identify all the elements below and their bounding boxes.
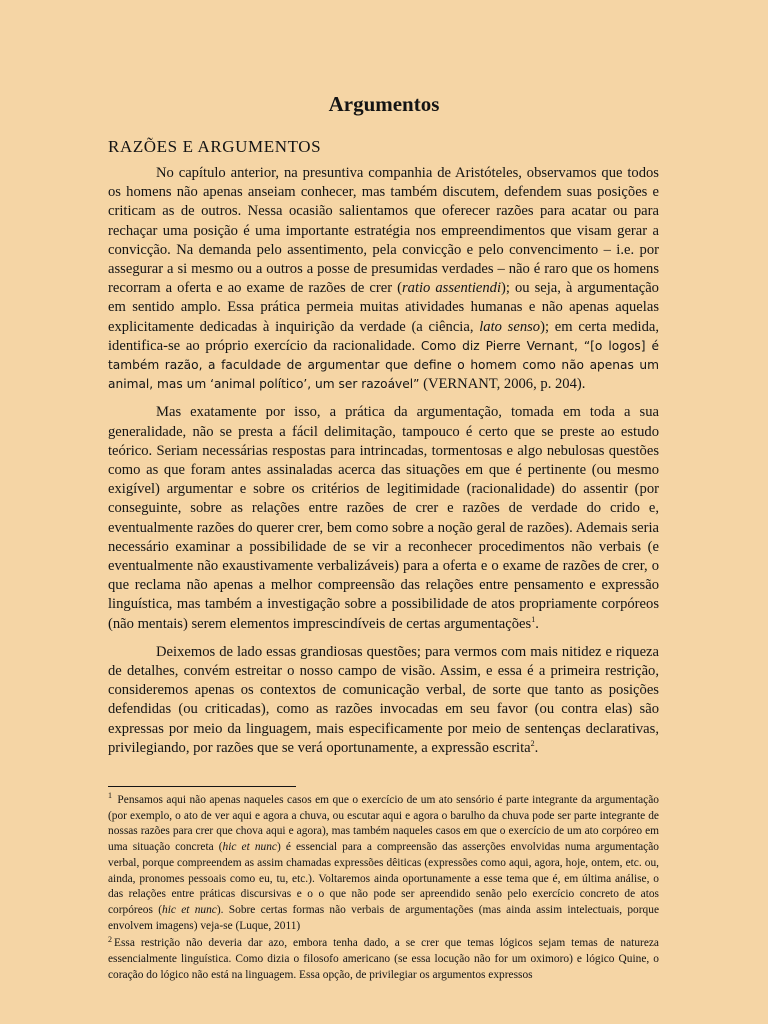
footnote-1-number: 1 [108, 791, 112, 801]
footnote-1-italic-a: hic et nunc [222, 841, 277, 854]
body-text [108, 164, 659, 767]
vernant-quote: Como diz Pierre Vernant, “[o logos] é também razão, a faculdade de argumentar que define o homem como não apenas um animal, mas um ‘animal político’, um ser razoável” [108, 338, 659, 392]
paragraph-1-text-c: ); em certa medida, identifica-se ao próprio exercício da racionalidade. [108, 318, 660, 354]
page-title: Argumentos [328, 92, 440, 116]
paragraph-1 [108, 164, 659, 394]
paragraph-1-italic-ratio: ratio assentiendi [401, 280, 502, 297]
paragraph-2-text: Mas exatamente por isso, a prática da argumentação, tomada em toda a sua generalidade, não se presta a fácil delimitação, tampouco é certo que se preste ao estudo teórico. Seriam necessárias respostas para intrincadas, tormentosas e algo nebulosas questões como as que foram antes assinaladas acerca das situações em que é pertinente (ou mesmo exigível) argumentar e sobre os critérios de legitimidade (racionalidade) do assentir (por conseguinte, sobre as relações entre razões de crer e razões de verdade do crido e, eventualmente razões do querer crer, bem como sobre a noção geral de razões). Ademais seria necessário examinar a possibilidade de se vir a reconhecer procedimentos não verbais (e eventualmente não exaustivamente verbalizáveis) para a oferta e o exame de razões de crer, o que reclama não apenas a melhor compreensão das relações entre pensamento e expressão linguística, mas também a investigação sobre a possibilidade de atos propriamente corpóreos (não mentais) serem elementos imprescindíveis de certas argumentações [108, 404, 659, 632]
footnote-1-text-a: Pensamos aqui não apenas naqueles casos em que o exercício de um ato sensório é parte integrante da argumentação (por exemplo, o ato de ver aqui e agora a chuva, ou escutar aqui e agora o barulho da chuva pode ser parte integrante de nossas razões para crer que chova aqui e agora), mas também naqueles casos em que o exercício de um ato corpóreo em uma situação concreta ( [108, 794, 659, 854]
footnote-2-text: Essa restrição não deveria dar azo, embora tenha dado, a se crer que temas lógicos sejam temas de natureza essencialmente linguística. Como dizia o filosofo americano (se essa locução não for um oximoro) e lógico Quine, o coração do lógico não está na linguagem. Essa opção, de privilegiar os argumentos expressos [108, 937, 659, 981]
footnote-1 [108, 793, 659, 934]
paragraph-2 [108, 403, 659, 633]
paragraph-1-italic-lato: lato senso [479, 318, 541, 335]
paragraph-1-text-a: No capítulo anterior, na presuntiva companhia de Aristóteles, observamos que todos os homens não apenas anseiam conhecer, mas também discutem, defendem suas posições e criticam as de outros. Nessa ocasião salientamos que oferecer razões para acatar ou para rechaçar uma posição é uma importante estratégia nos empreendimentos que visam gerar a convicção. Na demanda pelo assentimento, pela convicção e pelo convencimento – i.e. por assegurar a si mesmo ou a outros a posse de presumidas verdades – não é raro que os homens recorram a oferta e ao exame de razões de crer ( [108, 165, 659, 297]
paragraph-3-end: . [534, 739, 539, 756]
paragraph-2-end: . [535, 615, 539, 632]
footnotes [108, 793, 659, 985]
footnote-1-text-b: ) é essencial para a compreensão das asserções envolvidas numa argumentação verbal, porque compreendem as assim chamadas expressões dêiticas (expressões como aqui, agora, hoje, ontem, etc. ou, ainda, pronomes pessoais como eu, tu, etc.). Voltaremos ainda oportunamente a esse tema que é, em última análise, o das relações entre práticas discursivas e o o que não pode ser apreendido senão pelo exercício concreto de atos corpóreos ( [108, 841, 659, 916]
footnote-1-text-c: ). Sobre certas formas não verbais de argumentações (mas ainda assim intelectuais, porque envolvem imagens) veja-se (Luque, 2011) [108, 903, 659, 932]
footnote-divider [108, 786, 296, 787]
footnote-1-italic-b: hic et nunc [162, 903, 217, 916]
paragraph-1-citation: (VERNANT, 2006, p. 204). [419, 376, 586, 393]
section-heading: RAZÕES E ARGUMENTOS [108, 137, 322, 156]
footnote-2 [108, 936, 659, 983]
footnote-ref-1[interactable]: 1 [531, 614, 536, 624]
paragraph-3-text: Deixemos de lado essas grandiosas questões; para vermos com mais nitidez e riqueza de detalhes, convém estreitar o nosso campo de visão. Assim, e essa é a primeira restrição, consideremos apenas os contextos de comunicação verbal, de sorte que tanto as posições defendidas (ou criticadas), como as razões invocadas em seu favor (ou contra elas) são expressas por meio da linguagem, mais especificamente por meio de sentenças declarativas, privilegiando, por razões que se verá oportunamente, a expressão escrita [108, 643, 659, 756]
paragraph-1-text-b: ); ou seja, à argumentação em sentido amplo. Essa prática permeia muitas atividades humanas e não apenas aquelas explicitamente dedicadas à inquirição da verdade (a ciência, [108, 280, 659, 335]
footnote-2-number: 2 [108, 934, 112, 944]
footnote-ref-2[interactable]: 2 [530, 739, 535, 749]
paragraph-3 [108, 643, 659, 758]
